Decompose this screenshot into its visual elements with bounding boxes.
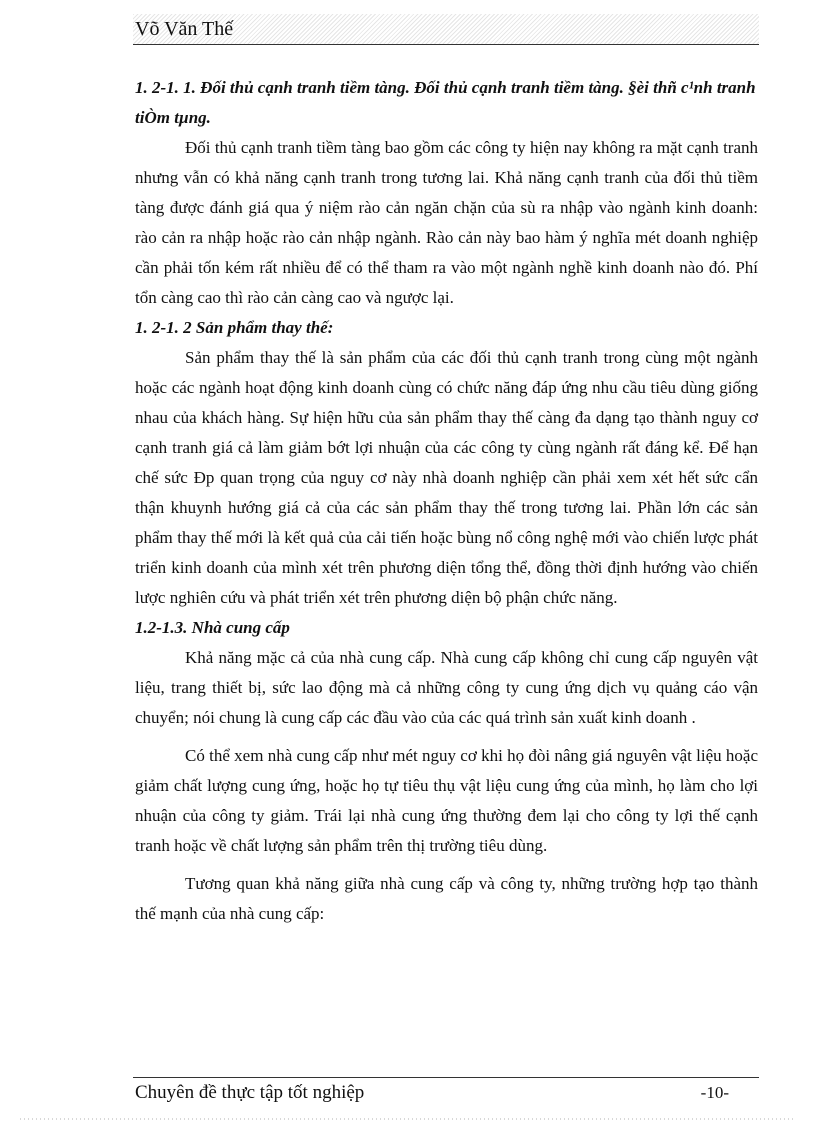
paragraph: Có thể xem nhà cung cấp như mét nguy cơ khi họ đòi nâng giá nguyên vật liệu hoặc giảm chất lượng cung ứng, hoặc họ tự tiêu thụ vật liệu cung ứng của mình, họ làm cho lợi nhuận của công ty giảm. Trái lại nhà cung ứng thường đem lại cho công ty lợi thế cạnh tranh hoặc về chất lượng sản phẩm trên thị trường tiêu dùng. <box>135 746 758 855</box>
section-heading: 1. 2-1. 2 Sản phẩm thay thế: <box>135 318 334 337</box>
paragraph: Đối thủ cạnh tranh tiềm tàng bao gồm các công ty hiện nay không ra mặt cạnh tranh nhưng vẫn có khả năng cạnh tranh trong tương lai. Khả năng cạnh tranh của đối thủ tiềm tàng được đánh giá qua ý niệm rào cản ngăn chặn của sù ra nhập vào ngành kinh doanh: rào cản ra nhập hoặc rào cản nhập ngành. Rào cản này bao hàm ý nghĩa mét doanh nghiệp cần phải tốn kém rất nhiều để có thể tham ra vào một ngành nghề kinh doanh nào đó. Phí tổn càng cao thì rào cản càng cao và ngược lại. <box>135 138 758 307</box>
section-heading: 1. 2-1. 1. Đối thủ cạnh tranh tiềm tàng. Đối thủ cạnh tranh tiềm tàng. §èi thñ c¹nh tranh tiÒm tµng. <box>135 78 756 127</box>
footer-title: Chuyên đề thực tập tốt nghiệp <box>135 1082 365 1103</box>
header-author: Võ Văn Thế <box>135 18 234 40</box>
section-heading: 1.2-1.3. Nhà cung cấp <box>135 618 290 637</box>
page-header <box>133 14 759 45</box>
document-body <box>135 73 758 929</box>
paragraph: Khả năng mặc cả của nhà cung cấp. Nhà cung cấp không chỉ cung cấp nguyên vật liệu, trang thiết bị, sức lao động mà cả những công ty cung ứng dịch vụ quảng cáo vận chuyển; nói chung là cung cấp các đầu vào của các quá trình sản xuất kinh doanh . <box>135 648 758 727</box>
page-number: -10- <box>700 1083 729 1102</box>
paragraph: Sản phẩm thay thế là sản phẩm của các đối thủ cạnh tranh trong cùng một ngành hoặc các ngành hoạt động kinh doanh cùng có chức năng đáp ứng nhu cầu tiêu dùng giống nhau của khách hàng. Sự hiện hữu của sản phẩm thay thế càng đa dạng tạo thành nguy cơ cạnh tranh giá cả làm giảm bớt lợi nhuận của các công ty cùng ngành rất đáng kể. Để hạn chế sức Đp quan trọng của nguy cơ này nhà doanh nghiệp cần phải xem xét hết sức cẩn thận khuynh hướng giá cả của các sản phẩm thay thế trong tương lai. Phần lớn các sản phẩm thay thế mới là kết quả của cải tiến hoặc bùng nổ công nghệ mới vào chiến lược phát triển kinh doanh của mình xét trên phương diện tổng thể, đồng thời định hướng vào chiến lược nghiên cứu và phát triển xét trên phương diện bộ phận chức năng. <box>135 348 758 607</box>
page-footer <box>133 1077 759 1108</box>
footer-divider <box>20 1118 796 1120</box>
paragraph: Tương quan khả năng giữa nhà cung cấp và công ty, những trường hợp tạo thành thế mạnh của nhà cung cấp: <box>135 874 758 923</box>
